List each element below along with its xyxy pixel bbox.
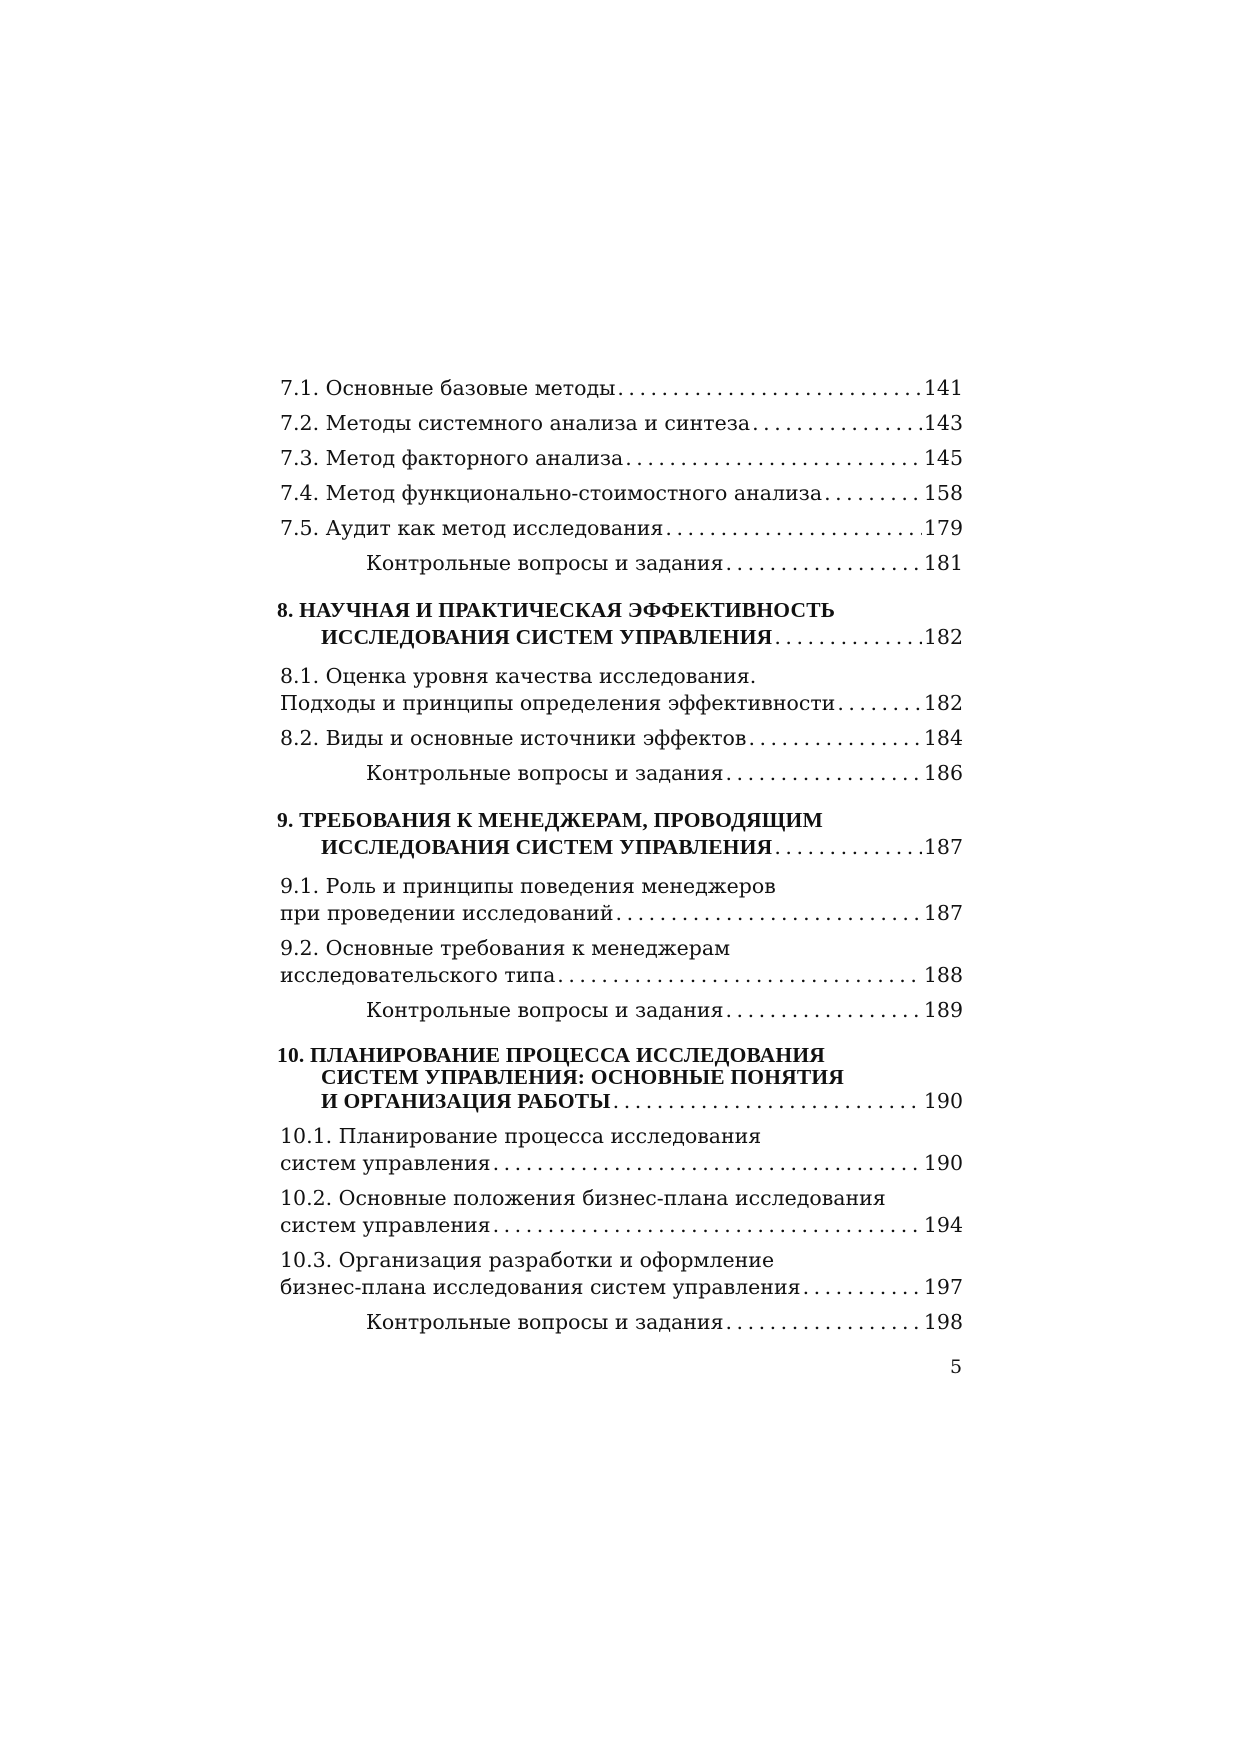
dot-leader [557, 962, 922, 989]
toc-entry[interactable] [280, 1185, 963, 1239]
toc-entry-title: 9.1. Роль и принципы поведения менеджеров [280, 874, 776, 898]
dot-leader [665, 515, 921, 542]
toc-entry-page: 184 [923, 726, 963, 750]
toc-entry-title: 7.3. Метод факторного анализа [280, 446, 624, 470]
dot-leader [617, 375, 921, 402]
dot-leader [824, 480, 922, 507]
toc-entry-page: 181 [923, 551, 963, 575]
toc-entry-page: 190 [923, 1089, 963, 1113]
toc-entry[interactable] [280, 445, 963, 472]
dot-leader [748, 725, 921, 752]
toc-entry[interactable] [280, 725, 963, 752]
dot-leader [726, 760, 922, 787]
dot-leader [613, 1088, 922, 1115]
toc-entry-questions[interactable] [366, 760, 963, 787]
toc-entry-title: Контрольные вопросы и задания [366, 551, 724, 575]
toc-entry-page: 187 [923, 901, 963, 925]
dot-leader [625, 445, 922, 472]
toc-entry-page: 143 [923, 411, 963, 435]
toc-entry-title-cont: Подходы и принципы определения эффективности [280, 691, 836, 715]
table-of-contents [277, 375, 963, 1336]
chapter-title-line: И ОРГАНИЗАЦИЯ РАБОТЫ [321, 1089, 611, 1113]
toc-entry[interactable] [280, 873, 963, 927]
toc-entry-page: 182 [923, 691, 963, 715]
toc-entry-title: 8.2. Виды и основные источники эффектов [280, 726, 747, 750]
chapter-title-line: 9. ТРЕБОВАНИЯ К МЕНЕДЖЕРАМ, ПРОВОДЯЩИМ [277, 808, 823, 832]
dot-leader [774, 834, 921, 861]
toc-entry[interactable] [280, 1247, 963, 1301]
toc-entry-title: 10.2. Основные положения бизнес-плана исследования [280, 1186, 886, 1210]
dot-leader [752, 410, 922, 437]
toc-entry-page: 198 [923, 1310, 963, 1334]
toc-entry[interactable] [280, 935, 963, 989]
toc-entry-questions[interactable] [366, 1309, 963, 1336]
toc-entry-page: 158 [923, 481, 963, 505]
toc-entry-title-cont: систем управления [280, 1213, 491, 1237]
toc-entry-page: 186 [923, 761, 963, 785]
dot-leader [616, 900, 922, 927]
toc-entry-page: 189 [923, 998, 963, 1022]
toc-chapter-8[interactable] [277, 597, 963, 651]
page-number: 5 [950, 1356, 963, 1378]
toc-entry-page: 141 [923, 376, 963, 400]
toc-entry[interactable] [280, 375, 963, 402]
toc-chapter-10[interactable] [277, 1044, 963, 1115]
chapter-title-line: ИССЛЕДОВАНИЯ СИСТЕМ УПРАВЛЕНИЯ [321, 625, 773, 649]
toc-entry-title-cont: при проведении исследований [280, 901, 614, 925]
toc-chapter-9[interactable] [277, 807, 963, 861]
toc-entry-page: 145 [923, 446, 963, 470]
toc-entry-title: 9.2. Основные требования к менеджерам [280, 936, 731, 960]
dot-leader [726, 1309, 922, 1336]
toc-entry[interactable] [280, 480, 963, 507]
chapter-title-line: СИСТЕМ УПРАВЛЕНИЯ: ОСНОВНЫЕ ПОНЯТИЯ [321, 1065, 845, 1089]
toc-entry-title: 7.4. Метод функционально-стоимостного анализа [280, 481, 823, 505]
chapter-title-line: ИССЛЕДОВАНИЯ СИСТЕМ УПРАВЛЕНИЯ [321, 835, 773, 859]
toc-entry-title: 7.2. Методы системного анализа и синтеза [280, 411, 751, 435]
toc-entry[interactable] [280, 515, 963, 542]
toc-entry-page: 194 [923, 1213, 963, 1237]
chapter-title-line: 8. НАУЧНАЯ И ПРАКТИЧЕСКАЯ ЭФФЕКТИВНОСТЬ [277, 598, 836, 622]
toc-entry-page: 179 [923, 516, 963, 540]
toc-entry-page: 182 [923, 625, 963, 649]
toc-entry-title-cont: исследовательского типа [280, 963, 556, 987]
toc-entry-title: 7.1. Основные базовые методы [280, 376, 616, 400]
toc-entry-title: Контрольные вопросы и задания [366, 761, 724, 785]
toc-entry-page: 187 [923, 835, 963, 859]
dot-leader [726, 550, 922, 577]
dot-leader [493, 1150, 922, 1177]
toc-entry[interactable] [280, 410, 963, 437]
toc-entry-title: 8.1. Оценка уровня качества исследования. [280, 664, 757, 688]
toc-entry-page: 188 [923, 963, 963, 987]
toc-entry-page: 190 [923, 1151, 963, 1175]
dot-leader [493, 1212, 922, 1239]
toc-entry-page: 197 [923, 1275, 963, 1299]
toc-entry-title-cont: систем управления [280, 1151, 491, 1175]
toc-entry-title: 10.1. Планирование процесса исследования [280, 1124, 762, 1148]
toc-entry-title: Контрольные вопросы и задания [366, 998, 724, 1022]
dot-leader [803, 1274, 922, 1301]
toc-entry-title: 7.5. Аудит как метод исследования [280, 516, 664, 540]
toc-entry-title: Контрольные вопросы и задания [366, 1310, 724, 1334]
toc-entry-title-cont: бизнес-плана исследования систем управления [280, 1275, 801, 1299]
dot-leader [774, 624, 921, 651]
dot-leader [837, 690, 922, 717]
chapter-title-line: 10. ПЛАНИРОВАНИЕ ПРОЦЕССА ИССЛЕДОВАНИЯ [277, 1043, 825, 1067]
dot-leader [726, 997, 922, 1024]
toc-entry[interactable] [280, 663, 963, 717]
toc-entry-questions[interactable] [366, 997, 963, 1024]
toc-entry-title: 10.3. Организация разработки и оформление [280, 1248, 775, 1272]
toc-entry-questions[interactable] [366, 550, 963, 577]
toc-entry[interactable] [280, 1123, 963, 1177]
